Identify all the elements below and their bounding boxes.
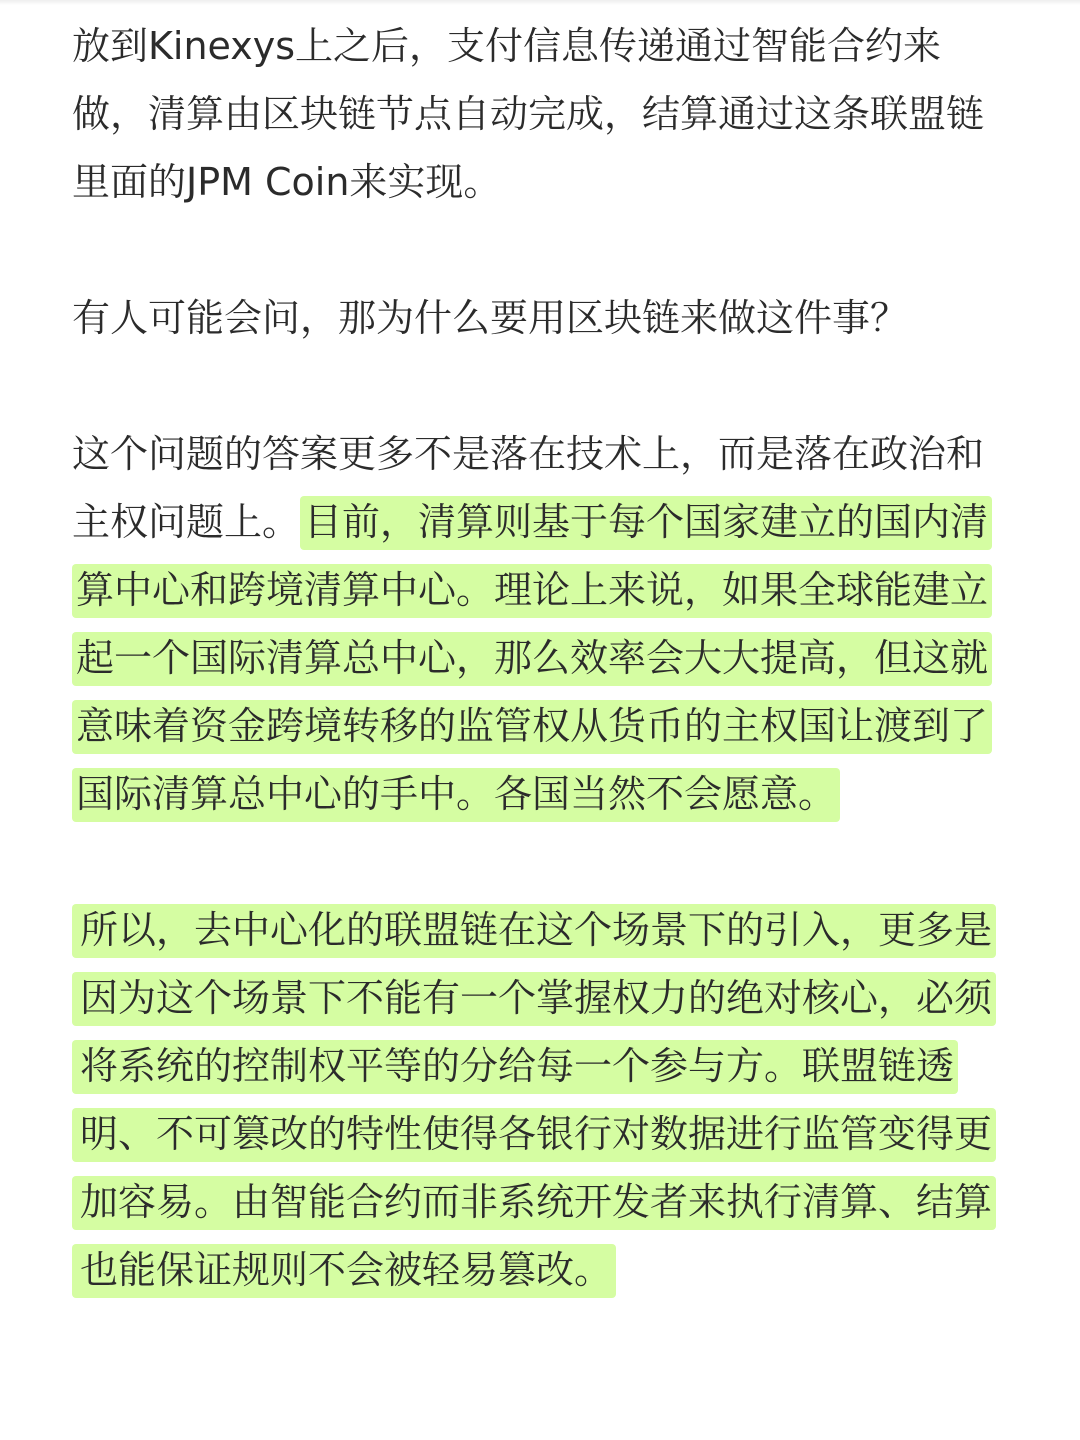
- highlighted-consortium-text: 所以，去中心化的联盟链在这个场景下的引入，更多是因为这个场景下不能有一个掌握权力的绝对核心，必须将系统的控制权平等的分给每一个参与方。联盟链透明、不可篡改的特性使得各银行对数据进行监管变得更加容易。由智能合约而非系统开发者来执行清算、结算也能保证规则不会被轻易篡改。: [72, 904, 996, 1298]
- paragraph-question: 有人可能会问，那为什么要用区块链来做这件事？: [72, 296, 909, 340]
- paragraph-sovereignty: [72, 420, 1006, 828]
- top-divider: [0, 0, 1080, 5]
- paragraph-kinexys: 放到Kinexys上之后，支付信息传递通过智能合约来做，清算由区块链节点自动完成，结算通过这条联盟链里面的JPM Coin来实现。: [72, 24, 985, 204]
- highlighted-clearing-text: 目前，清算则基于每个国家建立的国内清算中心和跨境清算中心。理论上来说，如果全球能建立起一个国际清算总中心，那么效率会大大提高，但这就意味着资金跨境转移的监管权从货币的主权国让渡到了国际清算总中心的手中。各国当然不会愿意。: [72, 496, 992, 822]
- paragraph-consortium-chain: [72, 896, 1006, 1304]
- paragraph-sovereignty-text: 这个问题的答案更多不是落在技术上，而是落在政治和主权问题上。: [72, 432, 985, 544]
- article-body: [72, 12, 1006, 1304]
